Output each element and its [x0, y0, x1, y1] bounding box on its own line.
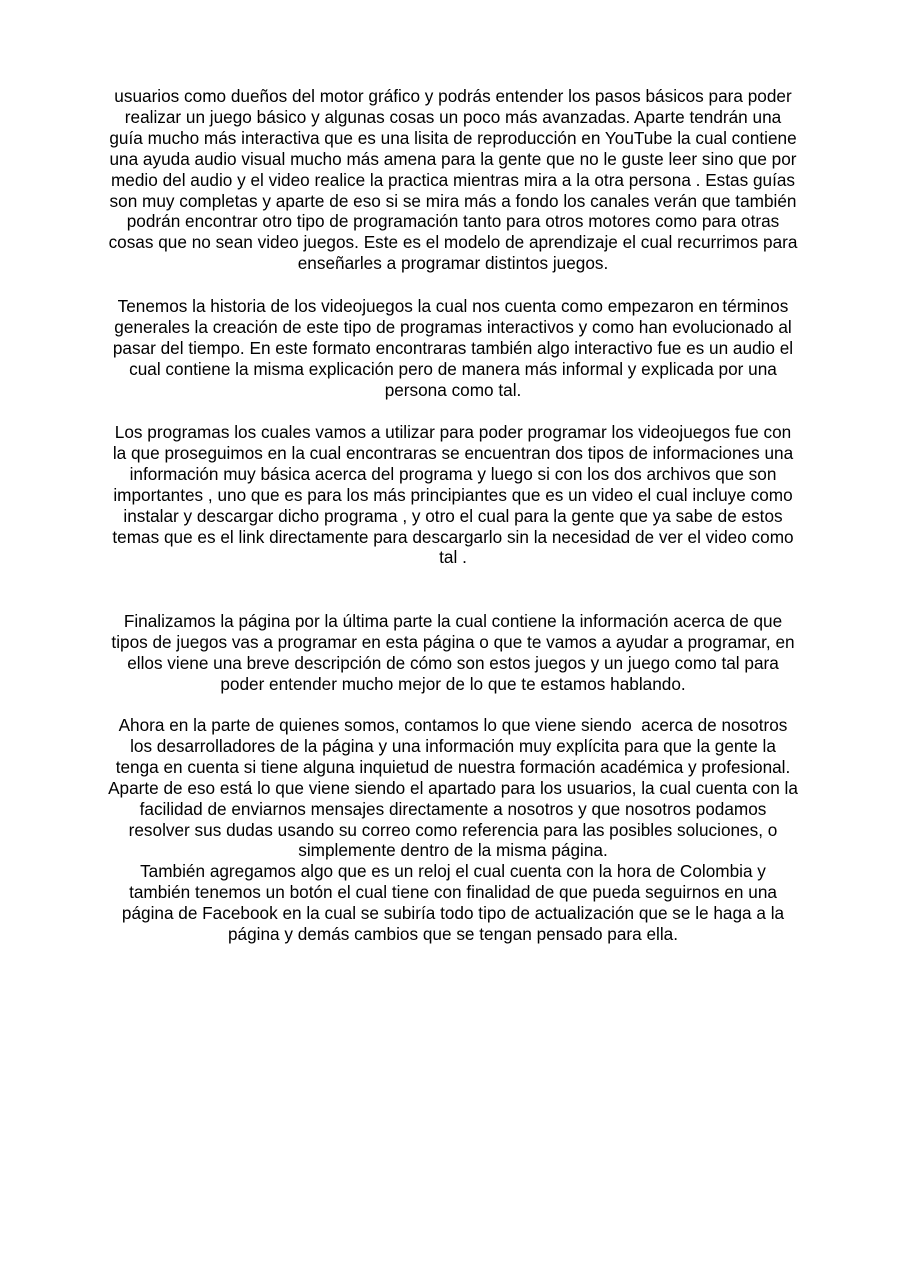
text-line: cosas que no sean video juegos. Este es el modelo de aprendizaje el cual recurrimos para [108, 232, 798, 253]
text-line: Los programas los cuales vamos a utilizar para poder programar los videojuegos fue con [114, 422, 792, 442]
text-line: generales la creación de este tipo de programas interactivos y como han evolucionado al [114, 316, 792, 337]
text-line: tipos de juegos vas a programar en esta página o que te vamos a ayudar a programar, en [111, 631, 795, 652]
text-line: También agregamos algo que es un reloj el cual cuenta con la hora de Colombia y [140, 861, 766, 882]
text-line: usuarios como dueños del motor gráfico y podrás entender los pasos básicos para poder [114, 86, 792, 106]
text-line: cual contiene la misma explicación pero de manera más informal y explicada por una [129, 358, 777, 379]
text-line: guía mucho más interactiva que es una lisita de reproducción en YouTube la cual contiene [109, 127, 797, 148]
text-line: realizar un juego básico y algunas cosas un poco más avanzadas. Aparte tendrán una [124, 106, 782, 127]
text-line: Ahora en la parte de quienes somos, contamos lo que viene siendo acerca de nosotros [118, 715, 788, 735]
text-line: ellos viene una breve descripción de cómo son estos juegos y un juego como tal para [127, 652, 779, 673]
text-line: resolver sus dudas usando su correo como referencia para las posibles soluciones, o [128, 819, 778, 840]
text-line: persona como tal. [384, 379, 522, 400]
text-line: los desarrolladores de la página y una información muy explícita para que la gente la [130, 735, 776, 756]
text-line: son muy completas y aparte de eso si se mira más a fondo los canales verán que también [109, 190, 797, 211]
paragraph-quienes-somos [80, 715, 826, 945]
text-line: poder entender mucho mejor de lo que te estamos hablando. [220, 673, 686, 694]
text-line: simplemente dentro de la misma página. [298, 840, 608, 861]
text-line: una ayuda audio visual mucho más amena para la gente que no le guste leer sino que por [109, 148, 797, 169]
text-line: página y demás cambios que se tengan pensado para ella. [227, 924, 679, 945]
text-line: tenga en cuenta si tiene alguna inquietud de nuestra formación académica y profesional. [115, 756, 791, 777]
text-line: temas que es el link directamente para descargarlo sin la necesidad de ver el video como [112, 526, 794, 547]
paragraph-tipos-de-juegos [80, 611, 826, 695]
text-line: tal . [439, 547, 467, 568]
paragraph-motor-grafico [80, 86, 826, 274]
text-line: pasar del tiempo. En este formato encontraras también algo interactivo fue es un audio el [112, 337, 794, 358]
text-line: la que proseguimos en la cual encontraras se encuentran dos tipos de informaciones una [112, 442, 794, 463]
text-line: página de Facebook en la cual se subiría todo tipo de actualización que se le haga a la [121, 903, 785, 924]
paragraph-historia-videojuegos [80, 296, 826, 401]
text-line: importantes , uno que es para los más principiantes que es un video el cual incluye como [113, 484, 793, 505]
text-line: Aparte de eso está lo que viene siendo el apartado para los usuarios, la cual cuenta con la [108, 777, 798, 798]
text-line: Tenemos la historia de los videojuegos la cual nos cuenta como empezaron en términos [117, 296, 789, 316]
text-line: también tenemos un botón el cual tiene con finalidad de que pueda seguirnos en una [129, 882, 777, 903]
text-line: podrán encontrar otro tipo de programación tanto para otros motores como para otras [126, 211, 780, 232]
text-line: información muy básica acerca del programa y luego si con los dos archivos que son [129, 463, 777, 484]
text-line: enseñarles a programar distintos juegos. [297, 253, 609, 274]
text-line: instalar y descargar dicho programa , y otro el cual para la gente que ya sabe de estos [123, 505, 783, 526]
text-line: medio del audio y el video realice la practica mientras mira a la otra persona . Estas guías [110, 169, 796, 190]
paragraph-programas [80, 422, 826, 568]
text-line: Finalizamos la página por la última parte la cual contiene la información acerca de que [123, 611, 783, 631]
text-line: facilidad de enviarnos mensajes directamente a nosotros y que nosotros podamos [139, 798, 767, 819]
